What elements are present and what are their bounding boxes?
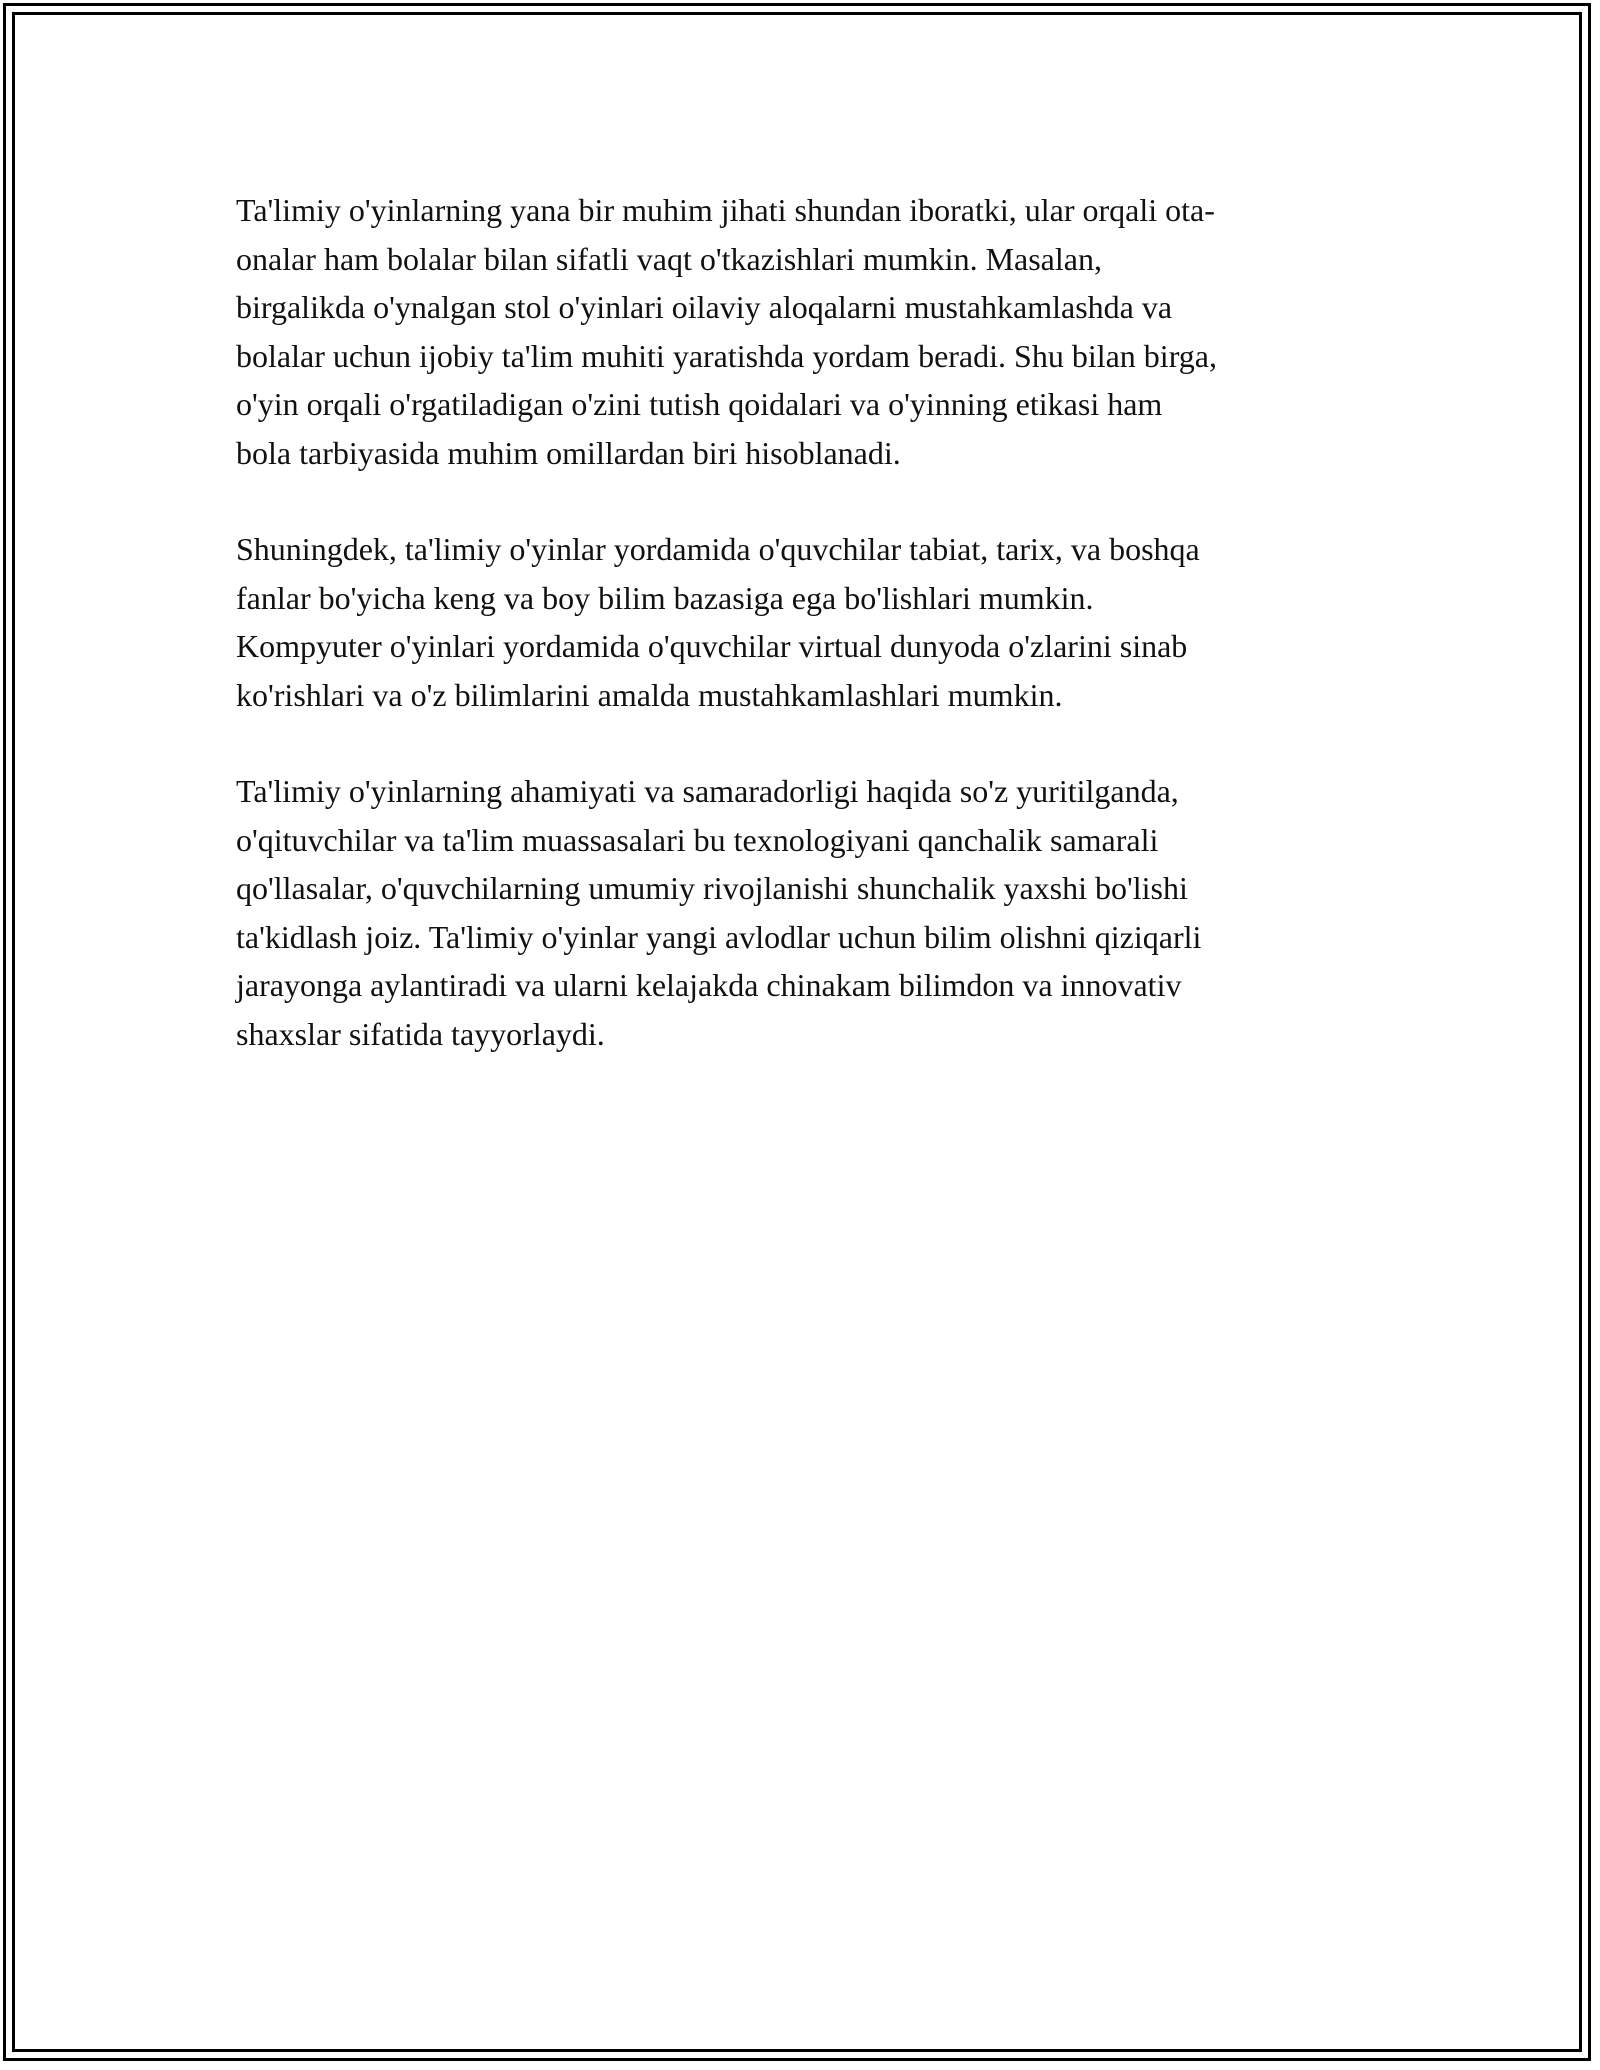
text-line: bola tarbiyasida muhim omillardan biri hisoblanadi.: [236, 434, 901, 471]
paragraph-2: [236, 525, 1366, 719]
text-line: shaxslar sifatida tayyorlaydi.: [236, 1015, 605, 1052]
text-line: onalar ham bolalar bilan sifatli vaqt o'tkazishlari mumkin. Masalan,: [236, 240, 1102, 277]
text-line: fanlar bo'yicha keng va boy bilim bazasiga ega bo'lishlari mumkin.: [236, 579, 1094, 616]
text-line: ta'kidlash joiz. Ta'limiy o'yinlar yangi avlodlar uchun bilim olishni qiziqarli: [236, 918, 1202, 955]
text-line: Shuningdek, ta'limiy o'yinlar yordamida o'quvchilar tabiat, tarix, va boshqa: [236, 531, 1200, 567]
text-line: Ta'limiy o'yinlarning yana bir muhim jihati shundan iboratki, ular orqali ota-: [236, 192, 1215, 228]
text-line: Kompyuter o'yinlari yordamida o'quvchilar virtual dunyoda o'zlarini sinab: [236, 628, 1188, 664]
text-line: ko'rishlari va o'z bilimlarini amalda mustahkamlashlari mumkin.: [236, 676, 1063, 713]
text-line: o'qituvchilar va ta'lim muassasalari bu texnologiyani qanchalik samarali: [236, 821, 1159, 858]
text-line: jarayonga aylantiradi va ularni kelajakda chinakam bilimdon va innovativ: [236, 967, 1182, 1003]
text-line: Ta'limiy o'yinlarning ahamiyati va samaradorligi haqida so'z yuritilganda,: [236, 773, 1179, 809]
text-line: o'yin orqali o'rgatiladigan o'zini tutish qoidalari va o'yinning etikasi ham: [236, 386, 1163, 422]
text-line: qo'llasalar, o'quvchilarning umumiy rivojlanishi shunchalik yaxshi bo'lishi: [236, 870, 1188, 906]
text-line: birgalikda o'ynalgan stol o'yinlari oilaviy aloqalarni mustahkamlashda va: [236, 289, 1173, 325]
document-body: [236, 186, 1366, 1106]
paragraph-1: [236, 186, 1366, 477]
text-line: bolalar uchun ijobiy ta'lim muhiti yaratishda yordam beradi. Shu bilan birga,: [236, 337, 1217, 374]
paragraph-3: [236, 767, 1366, 1058]
